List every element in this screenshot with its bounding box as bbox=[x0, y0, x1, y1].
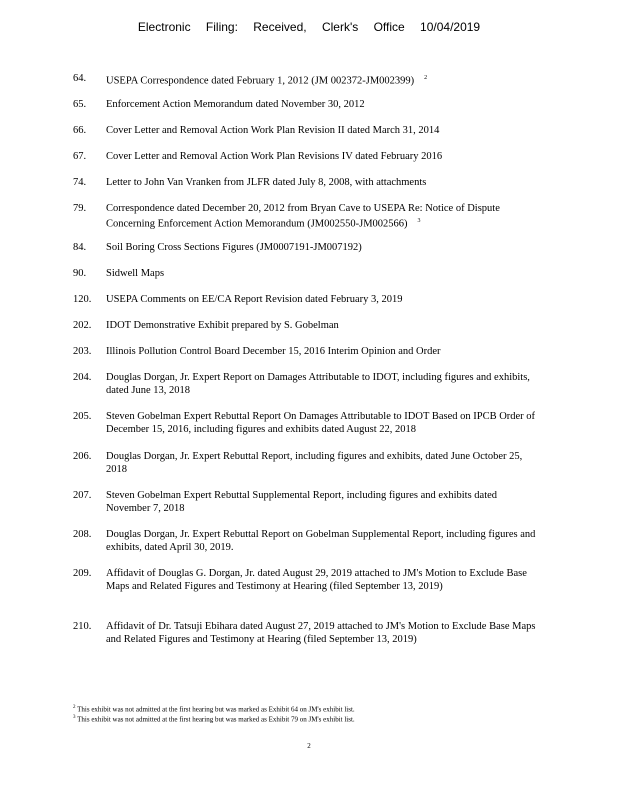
item-text: Douglas Dorgan, Jr. Expert Rebuttal Report on Gobelman Supplemental Report, including figures and exhibits, dated April 30, 2019. bbox=[106, 529, 536, 553]
item-text: Letter to John Van Vranken from JLFR dated July 8, 2008, with attachments bbox=[106, 177, 427, 188]
item-number: 210. bbox=[73, 621, 92, 632]
item-text: Cover Letter and Removal Action Work Plan Revision II dated March 31, 2014 bbox=[106, 125, 440, 136]
item-number: 204. bbox=[73, 372, 92, 383]
item-number: 202. bbox=[73, 320, 92, 331]
item-text: IDOT Demonstrative Exhibit prepared by S. Gobelman bbox=[106, 320, 339, 331]
item-number: 206. bbox=[73, 451, 92, 462]
footnote-mark: 3 bbox=[73, 715, 76, 720]
item-text: Enforcement Action Memorandum dated November 30, 2012 bbox=[106, 99, 365, 110]
item-text: USEPA Comments on EE/CA Report Revision dated February 3, 2019 bbox=[106, 294, 403, 305]
item-number: 207. bbox=[73, 490, 92, 501]
item-text: USEPA Correspondence dated February 1, 2012 (JM 002372-JM002399) bbox=[106, 75, 415, 87]
item-text: Affidavit of Douglas G. Dorgan, Jr. dated August 29, 2019 attached to JM's Motion to Exclude Base Maps and Related Figures and Testimony at Hearing (filed September 13, 2019) bbox=[106, 568, 527, 592]
item-text: Illinois Pollution Control Board December 15, 2016 Interim Opinion and Order bbox=[106, 346, 441, 357]
footnote-ref: 3 bbox=[417, 218, 421, 224]
footnote-ref: 2 bbox=[424, 75, 428, 81]
item-text: Douglas Dorgan, Jr. Expert Rebuttal Report, including figures and exhibits, dated June October 25, 2018 bbox=[106, 451, 523, 475]
item-number: 74. bbox=[73, 177, 87, 188]
page-number: 2 bbox=[307, 742, 311, 750]
footnote-text: This exhibit was not admitted at the first hearing but was marked as Exhibit 79 on JM's exhibit list. bbox=[77, 715, 355, 724]
item-text: Affidavit of Dr. Tatsuji Ebihara dated August 27, 2019 attached to JM's Motion to Exclude Base Maps and Related Figures and Testimony at Hearing (filed September 13, 2019) bbox=[106, 621, 536, 645]
item-text: Correspondence dated December 20, 2012 from Bryan Cave to USEPA Re: Notice of Dispute Concerning Enforcement Action Memorandum (JM002550-JM002566) bbox=[106, 203, 500, 230]
item-number: 79. bbox=[73, 203, 87, 214]
footnote-mark: 2 bbox=[73, 705, 76, 710]
item-number: 84. bbox=[73, 242, 87, 253]
item-number: 66. bbox=[73, 125, 87, 136]
item-number: 90. bbox=[73, 268, 87, 279]
item-text: Steven Gobelman Expert Rebuttal Report On Damages Attributable to IDOT Based on IPCB Order of December 15, 2016, including figures and exhibits dated August 22, 2018 bbox=[106, 411, 536, 435]
item-number: 208. bbox=[73, 529, 92, 540]
item-text: Douglas Dorgan, Jr. Expert Report on Damages Attributable to IDOT, including figures and exhibits, dated June 13, 2018 bbox=[106, 372, 530, 396]
item-number: 205. bbox=[73, 411, 92, 422]
item-number: 64. bbox=[73, 73, 87, 84]
item-text: Steven Gobelman Expert Rebuttal Supplemental Report, including figures and exhibits dated November 7, 2018 bbox=[106, 490, 498, 514]
item-number: 120. bbox=[73, 294, 92, 305]
item-text: Cover Letter and Removal Action Work Plan Revisions IV dated February 2016 bbox=[106, 151, 443, 162]
footnote-text: This exhibit was not admitted at the first hearing but was marked as Exhibit 64 on JM's exhibit list. bbox=[77, 705, 355, 714]
footnote bbox=[73, 713, 543, 724]
item-number: 203. bbox=[73, 346, 92, 357]
item-text: Sidwell Maps bbox=[106, 268, 165, 279]
item-number: 209. bbox=[73, 568, 92, 579]
item-text: Soil Boring Cross Sections Figures (JM0007191-JM007192) bbox=[106, 242, 362, 253]
item-number: 65. bbox=[73, 99, 87, 110]
item-number: 67. bbox=[73, 151, 87, 162]
page-header: Electronic Filing: Received, Clerk's Office 10/04/2019 bbox=[137, 20, 481, 34]
